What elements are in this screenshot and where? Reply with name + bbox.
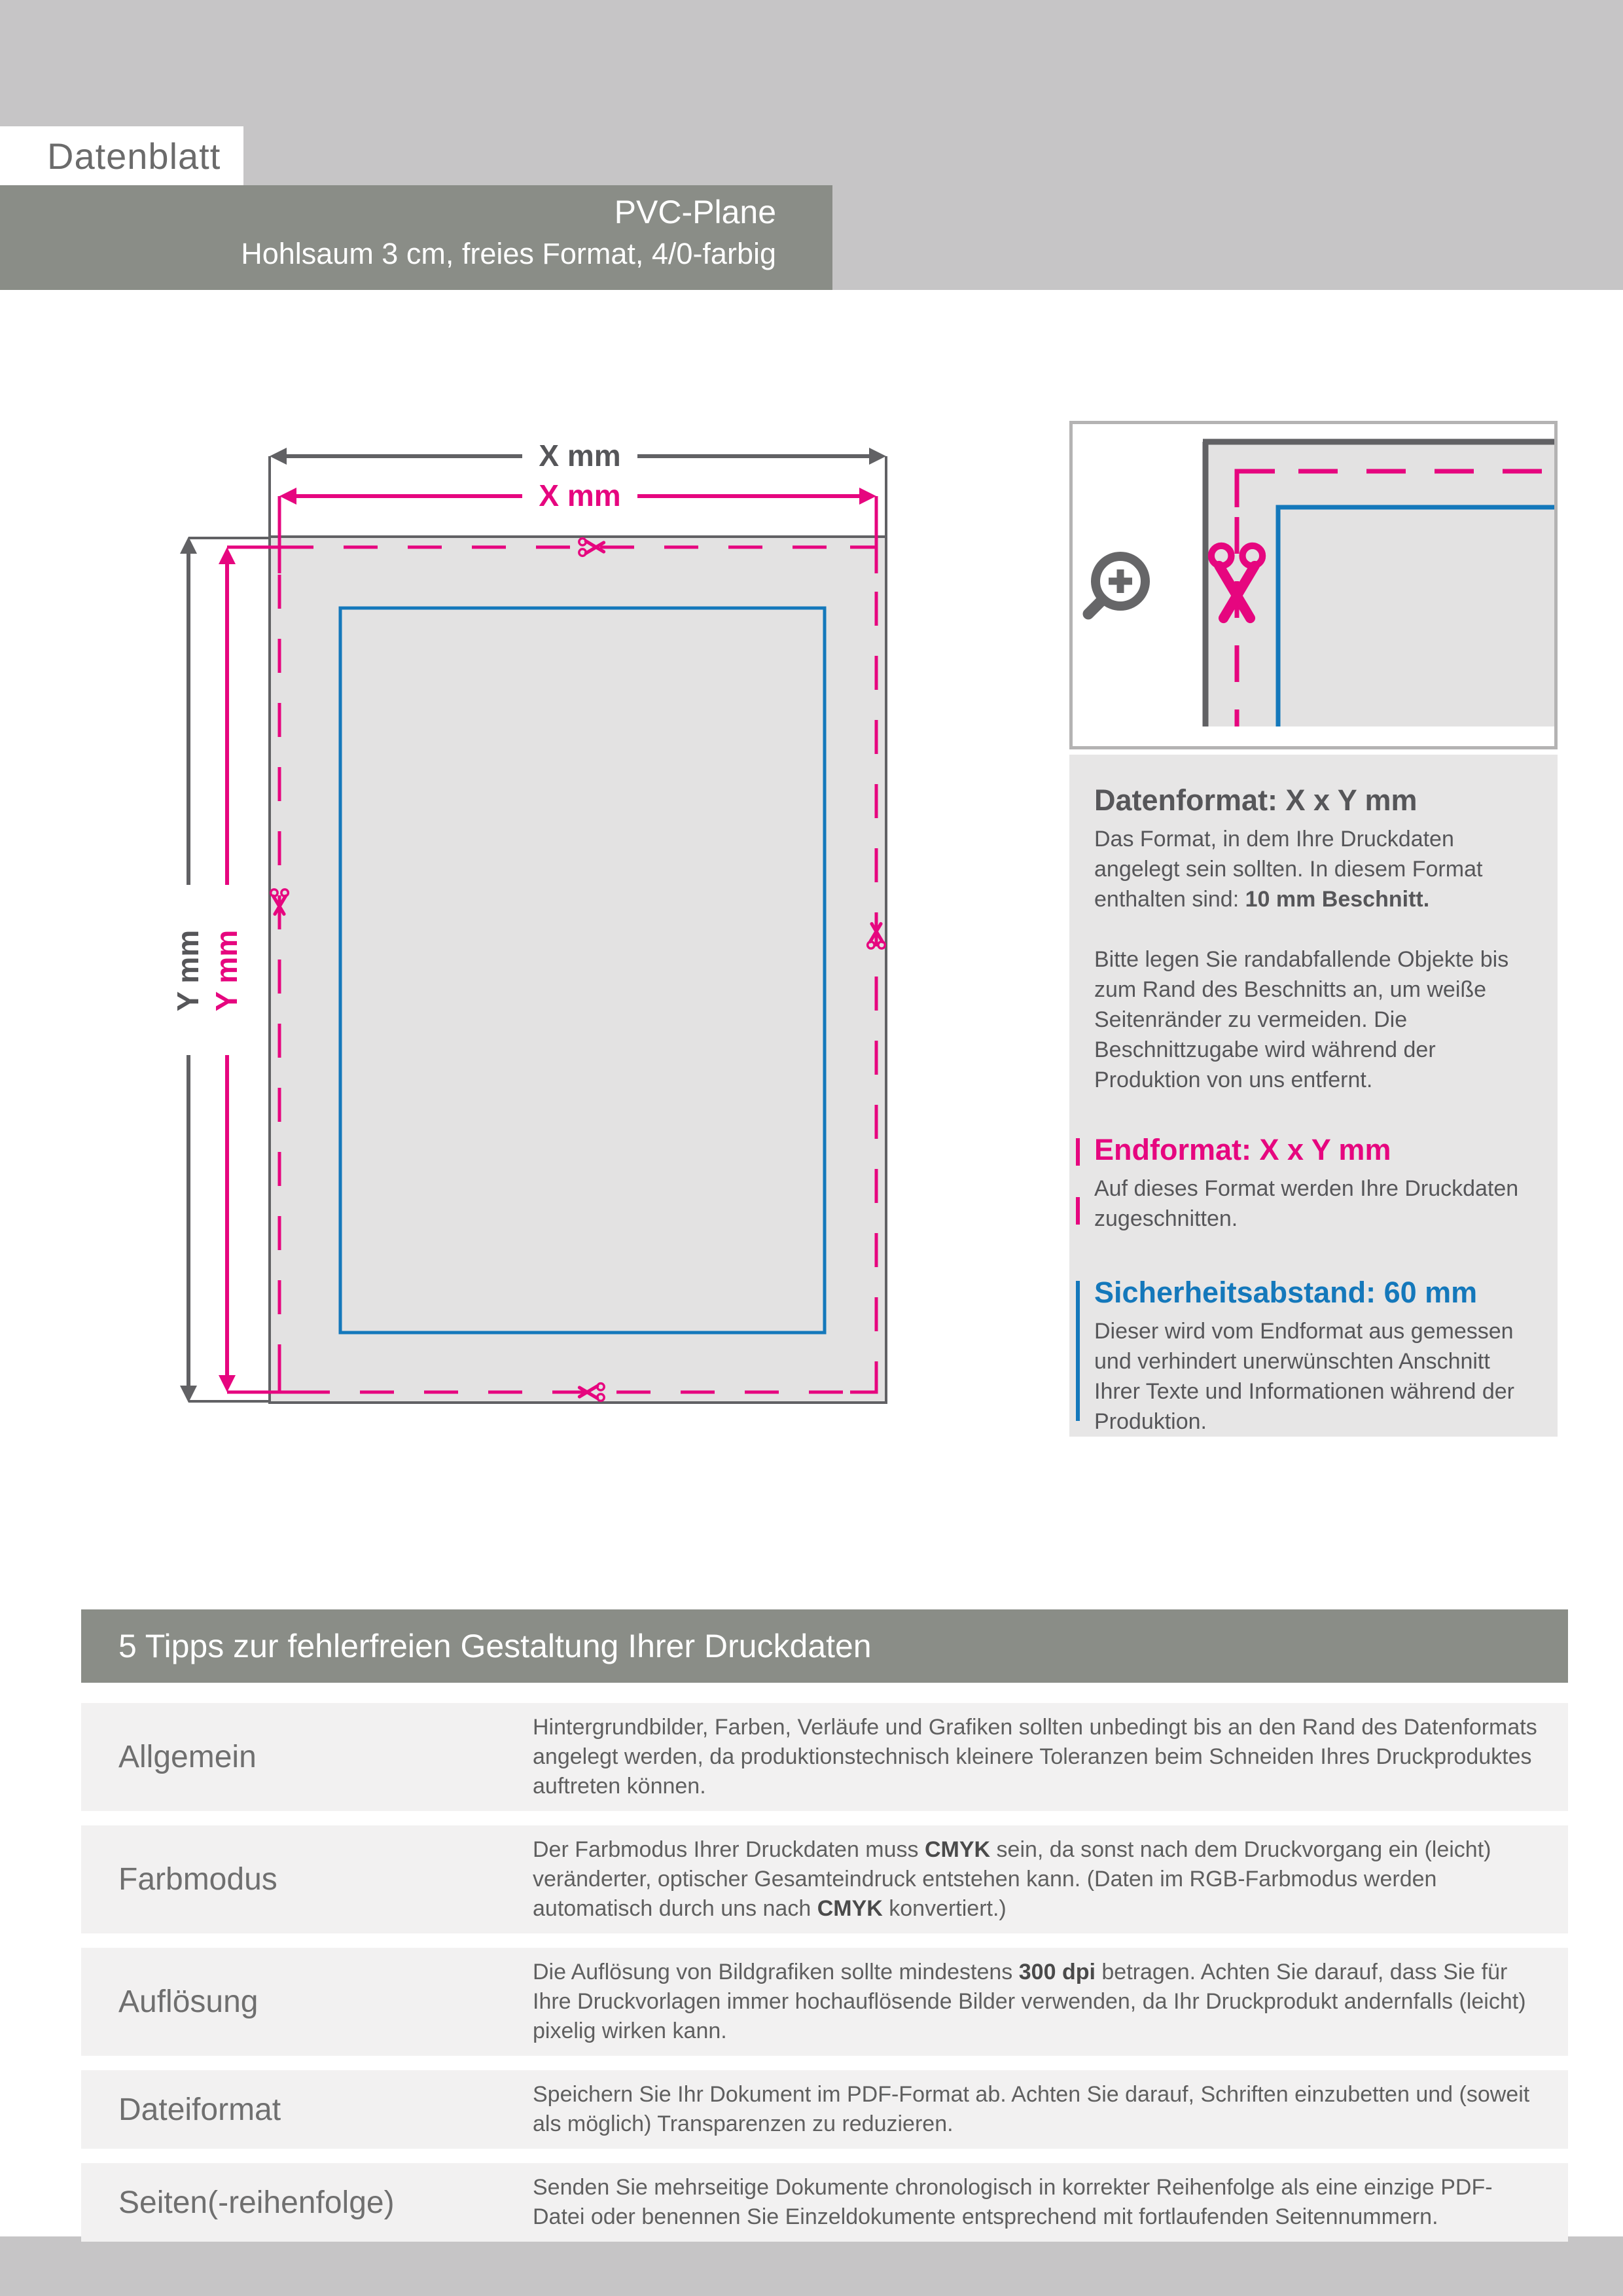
dim-x-inner-label: X mm	[539, 478, 621, 512]
tips-table	[81, 1703, 1568, 2256]
zoom-detail-box	[1069, 421, 1558, 749]
endformat-heading: Endformat: X x Y mm	[1094, 1133, 1391, 1166]
tips-header-title: 5 Tipps zur fehlerfreien Gestaltung Ihrer Druckdaten	[118, 1628, 872, 1664]
scissors-icon	[579, 539, 604, 556]
scissors-icon	[579, 1384, 604, 1401]
tip-row-description: Speichern Sie Ihr Dokument im PDF-Format ab. Achten Sie darauf, Schriften einzubetten und (soweit als möglich) Transparenzen zu reduzieren.	[533, 2082, 1530, 2136]
tip-row-description: Die Auflösung von Bildgrafiken sollte mindestens 300 dpi betragen. Achten Sie darauf, dass Sie für Ihre Druckvorlagen immer hochauflösende Bilder verwenden, da Ihr Druckprodukt andernfalls (leicht) pixelig wirken kann.	[533, 1960, 1526, 2043]
table-row	[81, 1948, 1568, 2056]
endformat-marker-bar	[1076, 1138, 1080, 1230]
tip-row-label: Auflösung	[118, 1984, 259, 2019]
table-row	[81, 1825, 1568, 1933]
endformat-paragraph: Auf dieses Format werden Ihre Druckdaten zugeschnitten.	[1094, 1176, 1519, 1231]
tips-header-bar	[81, 1609, 1568, 1683]
format-info-panel	[1069, 755, 1558, 1437]
product-subtitle: Hohlsaum 3 cm, freies Format, 4/0-farbig	[241, 237, 776, 270]
tip-row-label: Farbmodus	[118, 1862, 277, 1897]
datenformat-paragraph-1: Das Format, in dem Ihre Druckdaten angelegt sein sollten. In diesem Format enthalten sind: 10 mm Beschnitt.	[1094, 827, 1483, 912]
scissors-icon	[868, 924, 885, 948]
sicherheitsabstand-section	[1094, 1276, 1538, 1437]
scissors-icon	[271, 889, 289, 914]
tip-row-label: Allgemein	[118, 1740, 257, 1774]
datenformat-heading: Datenformat: X x Y mm	[1094, 783, 1418, 817]
table-row	[81, 1703, 1568, 1811]
sicherheitsabstand-heading: Sicherheitsabstand: 60 mm	[1094, 1276, 1478, 1309]
tip-row-label: Dateiformat	[118, 2092, 281, 2127]
product-name: PVC-Plane	[614, 194, 776, 230]
doc-label-box	[0, 126, 243, 185]
datenformat-rect	[270, 537, 886, 1403]
sicherheitsabstand-paragraph: Dieser wird vom Endformat aus gemessen und verhindert unerwünschten Anschnitt Ihrer Texte und Informationen während der Produktion.	[1094, 1319, 1514, 1434]
endformat-cut-rect	[279, 547, 876, 1392]
tip-row-label: Seiten(-reihenfolge)	[118, 2185, 395, 2220]
endformat-section	[1094, 1133, 1538, 1234]
dim-y-inner-label: Y mm	[209, 929, 243, 1012]
table-row	[81, 2163, 1568, 2242]
dim-y-outer-label: Y mm	[171, 929, 205, 1012]
doc-label: Datenblatt	[47, 135, 221, 177]
product-banner	[0, 185, 832, 290]
datenformat-section	[1094, 783, 1538, 1095]
datenformat-paragraph-2: Bitte legen Sie randabfallende Objekte bis zum Rand des Beschnitts an, um weiße Seitenränder zu vermeiden. Die Beschnittzugabe wird während der Produktion von uns entfernt.	[1094, 947, 1509, 1092]
tip-row-description: Senden Sie mehrseitige Dokumente chronologisch in korrekter Reihenfolge als eine einzige PDF-Datei oder benennen Sie Einzeldokumente entsprechend mit fortlaufenden Seitennummern.	[533, 2175, 1493, 2229]
dim-x-outer-label: X mm	[539, 439, 621, 473]
table-row	[81, 2070, 1568, 2149]
tip-row-description: Der Farbmodus Ihrer Druckdaten muss CMYK sein, da sonst nach dem Druckvorgang ein (leicht) veränderter, optischer Gesamteindruck entstehen kann. (Daten im RGB-Farbmodus werden automatisch durch uns nach CMYK konvertiert.)	[533, 1837, 1491, 1921]
sicherheitsabstand-marker-bar	[1076, 1281, 1080, 1421]
safety-rect	[340, 608, 825, 1333]
tip-row-description: Hintergrundbilder, Farben, Verläufe und Grafiken sollten unbedingt bis an den Rand des Datenformats angelegt werden, da produktionstechnisch kleinere Toleranzen beim Schneiden Ihres Druckproduktes auftreten können.	[533, 1715, 1537, 1799]
